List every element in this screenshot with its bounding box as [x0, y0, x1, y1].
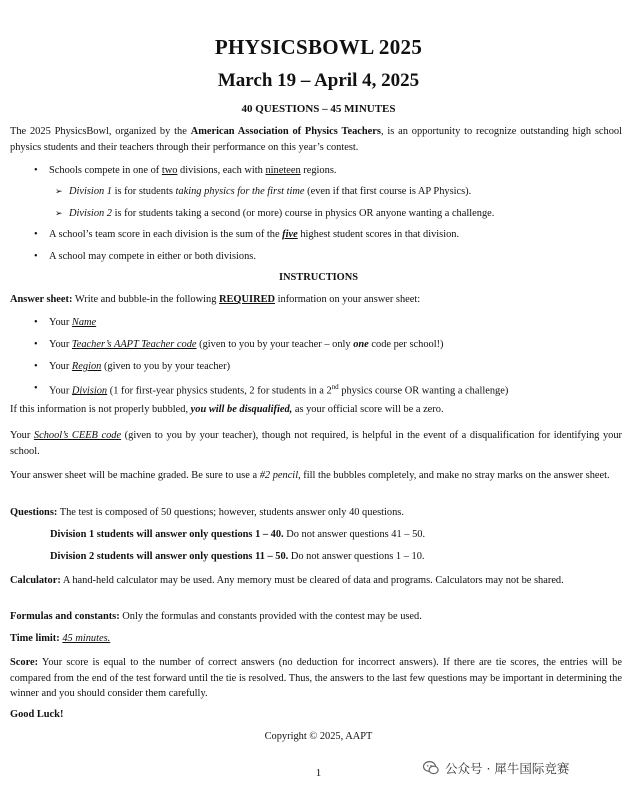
text: information on your answer sheet:: [275, 294, 421, 305]
machine-graded-paragraph: [10, 468, 622, 484]
bullet-icon: •: [34, 383, 38, 394]
bullet-icon: •: [34, 165, 38, 176]
bullet-icon: •: [34, 317, 38, 328]
text: Answer sheet:: [10, 294, 73, 305]
text: Your: [49, 339, 72, 350]
answer-sheet-line: [10, 294, 420, 305]
text: Write and bubble-in the following: [72, 294, 219, 305]
text: School’s CEEB code: [33, 430, 122, 441]
bullet-text: [49, 165, 336, 176]
text: (given to you by your teacher), though not required, is helpful in the event of a disqualification for identifying your school.: [10, 430, 622, 457]
text: Questions:: [10, 507, 58, 518]
intro-org: American Association of Physics Teachers: [190, 126, 381, 137]
bullet-icon: •: [34, 251, 38, 262]
bullet-text: [49, 339, 444, 350]
text: code per school!): [368, 339, 444, 350]
text: (given to you by your teacher – only: [196, 339, 354, 350]
text: , fill the bubbles completely, and make no stray marks on the answer sheet.: [298, 470, 610, 481]
bullet-text: [49, 229, 459, 240]
watermark-text: 公众号 · 犀牛国际竞赛: [445, 761, 570, 776]
intro-text-b: , is an opportunity to recognize outstanding high school physics students and their teachers through their performance on this year’s contest.: [10, 126, 622, 153]
text: taking physics for the first time: [175, 186, 305, 197]
text: (1 for first-year physics students, 2 for students in a 2: [107, 385, 332, 397]
copyright: Copyright © 2025, AAPT: [264, 731, 373, 742]
contest-subtitle: 40 QUESTIONS – 45 MINUTES: [241, 103, 396, 115]
bullet-text: [49, 361, 230, 372]
text: is for students: [112, 186, 176, 197]
contest-dates: March 19 – April 4, 2025: [217, 70, 420, 91]
text: five: [282, 229, 298, 240]
text: physics course OR wanting a challenge): [338, 385, 509, 397]
text: Division 1 students will answer only questions 1 – 40.: [50, 529, 284, 540]
text: Your score is equal to the number of correct answers (no deduction for incorrect answers). If there are tie scores, the entries will be compared from the end of the test forward until the tie is resolved. Thus, the answers to the last few questions may be important in determining the winner and you should consider them carefully.: [10, 657, 622, 699]
text: Do not answer questions 1 – 10.: [288, 551, 425, 562]
questions-line: [10, 507, 404, 518]
text: Division 2: [69, 208, 113, 219]
watermark: [422, 759, 569, 777]
sub-bullet-division-2: [55, 208, 494, 219]
bullet-icon: •: [34, 361, 38, 372]
division-2-questions: [50, 551, 425, 562]
text: A school’s team score in each division is the sum of the: [49, 229, 283, 240]
bullet-icon: •: [34, 339, 38, 350]
text: highest student scores in that division.: [297, 229, 460, 240]
intro-paragraph: [10, 124, 622, 155]
intro-text-a: The 2025 PhysicsBowl, organized by the: [10, 126, 191, 137]
text: regions.: [300, 165, 337, 176]
text: Region: [71, 361, 102, 372]
document-title: PHYSICSBOWL 2025: [214, 35, 423, 59]
text: Division: [71, 385, 108, 397]
sub-bullet-division-1: [55, 186, 471, 197]
text: 45 minutes.: [62, 633, 111, 644]
bullet-icon: •: [34, 229, 38, 240]
text: nd: [331, 383, 339, 391]
text: one: [353, 339, 369, 350]
text: you will be disqualified,: [190, 404, 293, 415]
text: Calculator:: [10, 575, 61, 586]
time-limit-line: [10, 633, 110, 644]
bullet-text: A school may compete in either or both divisions.: [49, 251, 256, 262]
arrow-bullet-icon: ➢: [55, 209, 63, 219]
wechat-icon: [422, 759, 440, 777]
score-paragraph: [10, 655, 622, 702]
division-1-questions: [50, 529, 425, 540]
text: nineteen: [265, 165, 301, 176]
text: Your: [49, 361, 72, 372]
text: Do not answer questions 41 – 50.: [283, 529, 426, 540]
instructions-heading: INSTRUCTIONS: [278, 272, 359, 283]
ceeb-paragraph: [10, 428, 622, 459]
text: (even if that first course is AP Physics).: [304, 186, 472, 197]
text: Division 1: [69, 186, 113, 197]
text: The test is composed of 50 questions; however, students answer only 40 questions.: [57, 507, 404, 518]
text: (given to you by your teacher): [101, 361, 231, 372]
text: Schools compete in one of: [49, 165, 162, 176]
text: Time limit:: [10, 633, 60, 644]
text: Score:: [10, 657, 39, 668]
text: Your: [49, 385, 72, 397]
text: Formulas and constants:: [10, 611, 120, 622]
text: A hand-held calculator may be used. Any memory must be cleared of data and programs. Calculators may not be shared.: [60, 575, 564, 586]
text: Your answer sheet will be machine graded. Be sure to use a: [10, 470, 260, 481]
text: REQUIRED: [219, 294, 276, 305]
disqualification-line: [10, 404, 444, 415]
text: If this information is not properly bubbled,: [10, 404, 191, 415]
text: Your: [10, 430, 34, 441]
arrow-bullet-icon: ➢: [55, 187, 63, 197]
text: Name: [71, 317, 97, 328]
text: as your official score will be a zero.: [292, 404, 444, 415]
good-luck: Good Luck!: [10, 709, 64, 720]
page-number: 1: [315, 767, 322, 779]
text: two: [161, 165, 178, 176]
text: Division 2 students will answer only questions 11 – 50.: [50, 551, 289, 562]
formulas-line: [10, 611, 422, 622]
text: Your: [49, 317, 72, 328]
text: #2 pencil: [259, 470, 299, 481]
bullet-text: [49, 317, 96, 328]
text: is for students taking a second (or more) course in physics OR anyone wanting a challenge.: [112, 208, 495, 219]
text: Only the formulas and constants provided with the contest may be used.: [119, 611, 422, 622]
text: Teacher’s AAPT Teacher code: [71, 339, 197, 350]
calculator-paragraph: [10, 573, 622, 589]
bullet-text: [49, 383, 508, 396]
text: divisions, each with: [177, 165, 266, 176]
